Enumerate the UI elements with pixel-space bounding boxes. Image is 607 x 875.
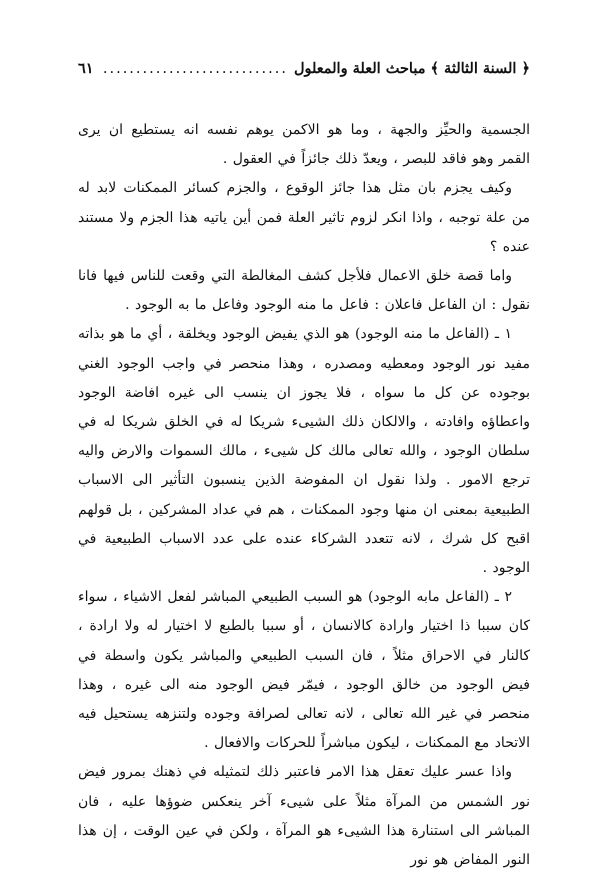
paragraph: ١ ـ (الفاعل ما منه الوجود) هو الذي يفيض الوجود ويخلقة ، أي ما هو بذاته مفيد نور الوجود ومعطيه ومصدره ، وهذا منحصر في واجب الوجود الغني بوجوده عن كل ما سواه ، فلا يجوز ان ينسب الى غيره افاضة الوجود واعطاؤه وافادته ، والالكان ذلك الشيىء شريكا له في الخلق شريكا له في سلطان الوجود ، والله تعالى مالك كل شيىء ، مالك السموات والارض واليه ترجع الامور . ولذا نقول ان المفوضة الذين ينسبون التأثير الى الاسباب الطبيعية بمعنى ان منها وجود الممكنات ، هم في عداد المشركين ، بل قولهم اقبح كل شرك ، لانه تتعدد الشركاء عنده على عدد الاسباب الطبيعية في الوجود . bbox=[78, 326, 530, 577]
paragraph: ٢ ـ (الفاعل مابه الوجود) هو السبب الطبيعي المباشر لفعل الاشياء ، سواء كان سببا ذا اختيار وارادة كالانسان ، أو سببا بالطبع لا اختيار له ولا ارادة ، كالنار في الاحراق مثلاً ، فان السبب الطبيعي والمباشر يكون واسطة في فيض الوجود من خالق الوجود ، فيمّر فيض الوجود منه الى غيره ، وهذا منحصر في غير الله تعالى ، لانه تعالى لصرافة وجوده ولتنزهه يستحيل فيه الاتحاد مع الممكنات ، ليكون مباشراً للحركات والافعال . bbox=[78, 589, 530, 752]
book-page bbox=[78, 60, 530, 869]
running-header bbox=[78, 60, 530, 88]
paragraph: وكيف يجزم بان مثل هذا جائز الوقوع ، والجزم كسائر الممكنات لابد له من علة توجبه ، واذا انكر لزوم تاثير العلة فمن أين ياتيه هذا الجزم ولا مستند عنده ؟ bbox=[78, 180, 530, 255]
body-text bbox=[78, 116, 530, 875]
paragraph: واذا عسر عليك تعقل هذا الامر فاعتبر ذلك لتمثيله في ذهنك بمرور فيض نور الشمس من المرآة مثلاً على شيىء آخر ينعكس ضوؤها عليه ، فان المباشر الى استنارة هذا الشيىء هو المرآة ، ولكن في عين الوقت ، إن هذا النور المفاض هو نور bbox=[78, 764, 530, 869]
paragraph: الجسمية والحيِّز والجهة ، وما هو الاكمن يوهم نفسه انه يستطيع ان يرى القمر وهو فاقد للبصر ، ويعدّ ذلك جائزاً في العقول . bbox=[78, 122, 530, 168]
leader-dots bbox=[100, 61, 288, 77]
page-number: ٦١ bbox=[78, 60, 94, 77]
paragraph: واما قصة خلق الاعمال فلأجل كشف المغالطة التي وقعت للناس فيها فانا نقول : ان الفاعل فاعلان : فاعل ما منه الوجود وفاعل ما به الوجود . bbox=[78, 268, 530, 314]
chapter-title: ﴿ السنة الثالثة ﴾ مباحث العلة والمعلول bbox=[293, 60, 530, 77]
